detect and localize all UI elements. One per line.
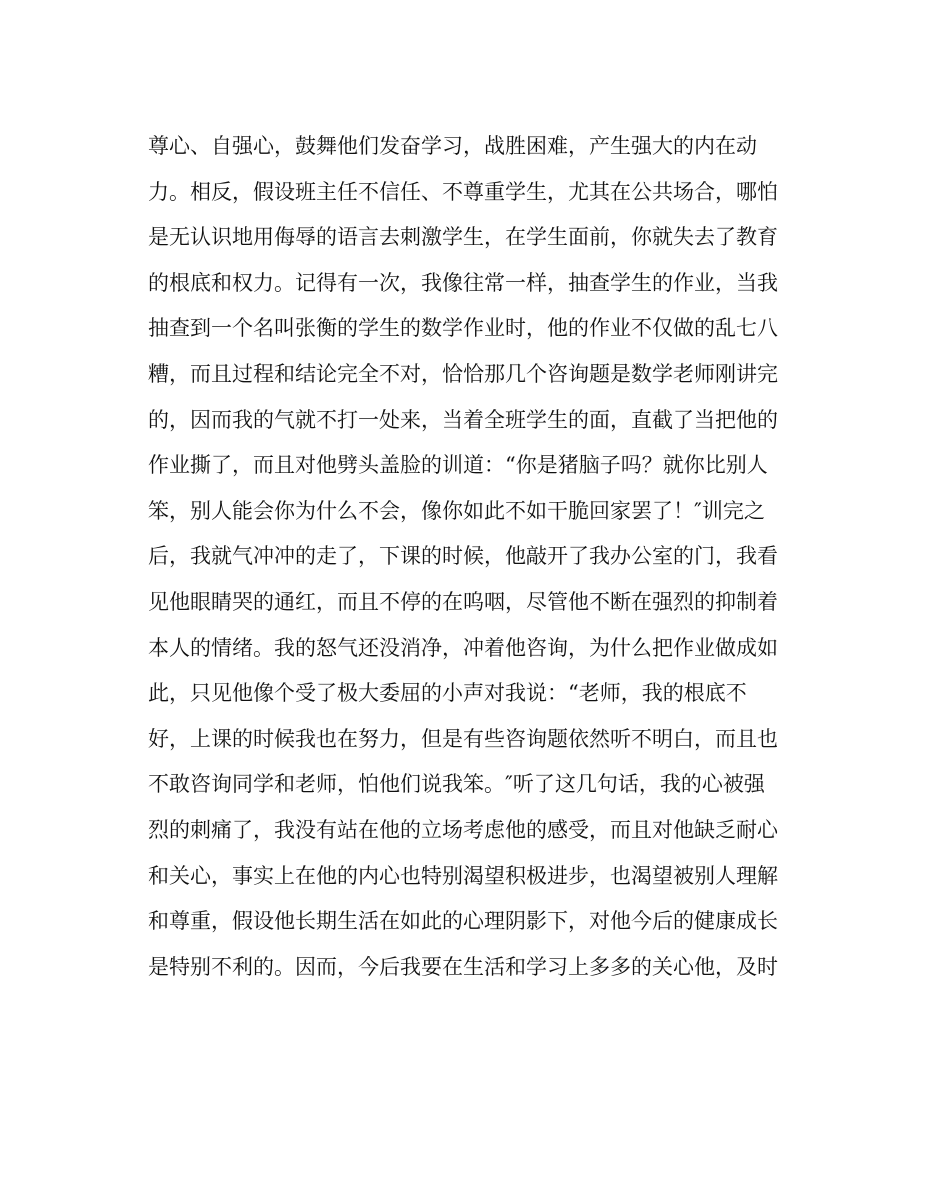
text-line: 作业撕了，而且对他劈头盖脸的训道：“你是猪脑子吗？就你比别人 xyxy=(148,453,768,478)
text-line: 和尊重，假设他长期生活在如此的心理阴影下，对他今后的健康成长 xyxy=(148,909,778,934)
text-line: 抽查到一个名叫张衡的学生的数学作业时，他的作业不仅做的乱七八 xyxy=(148,316,778,341)
text-line: 尊心、自强心，鼓舞他们发奋学习，战胜困难，产生强大的内在动 xyxy=(148,134,757,158)
body-paragraph xyxy=(148,124,808,990)
text-line: 是无认识地用侮辱的语言去刺激学生，在学生面前，你就失去了教育 xyxy=(148,225,778,250)
text-line: 见他眼睛哭的通红，而且不停的在呜咽，尽管他不断在强烈的抑制着 xyxy=(148,589,778,614)
text-line: 不敢咨询同学和老师，怕他们说我笨。″听了这几句话，我的心被强 xyxy=(148,772,765,797)
text-line: 和关心，事实上在他的内心也特别渴望积极进步，也渴望被别人理解 xyxy=(148,863,778,888)
text-line: 力。相反，假设班主任不信任、不尊重学生，尤其在公共场合，哪怕 xyxy=(148,179,778,204)
text-line: 的，因而我的气就不打一处来，当着全班学生的面，直截了当把他的 xyxy=(148,407,778,432)
text-line: 好，上课的时候我也在努力，但是有些咨询题依然听不明白，而且也 xyxy=(148,726,778,751)
text-line: 是特别不利的。因而，今后我要在生活和学习上多多的关心他，及时 xyxy=(148,954,778,979)
text-line: 的根底和权力。记得有一次，我像往常一样，抽查学生的作业，当我 xyxy=(148,270,778,295)
text-line: 后，我就气冲冲的走了，下课的时候，他敲开了我办公室的门，我看 xyxy=(148,544,778,569)
text-line: 烈的刺痛了，我没有站在他的立场考虑他的感受，而且对他缺乏耐心 xyxy=(148,817,778,842)
text-line: 此，只见他像个受了极大委屈的小声对我说：“老师，我的根底不 xyxy=(148,681,747,706)
text-line: 本人的情绪。我的怒气还没消净，冲着他咨询，为什么把作业做成如 xyxy=(148,635,778,660)
text-line: 笨，别人能会你为什么不会，像你如此不如干脆回家罢了！″训完之 xyxy=(148,498,765,523)
text-line: 糟，而且过程和结论完全不对，恰恰那几个咨询题是数学老师刚讲完 xyxy=(148,361,778,386)
